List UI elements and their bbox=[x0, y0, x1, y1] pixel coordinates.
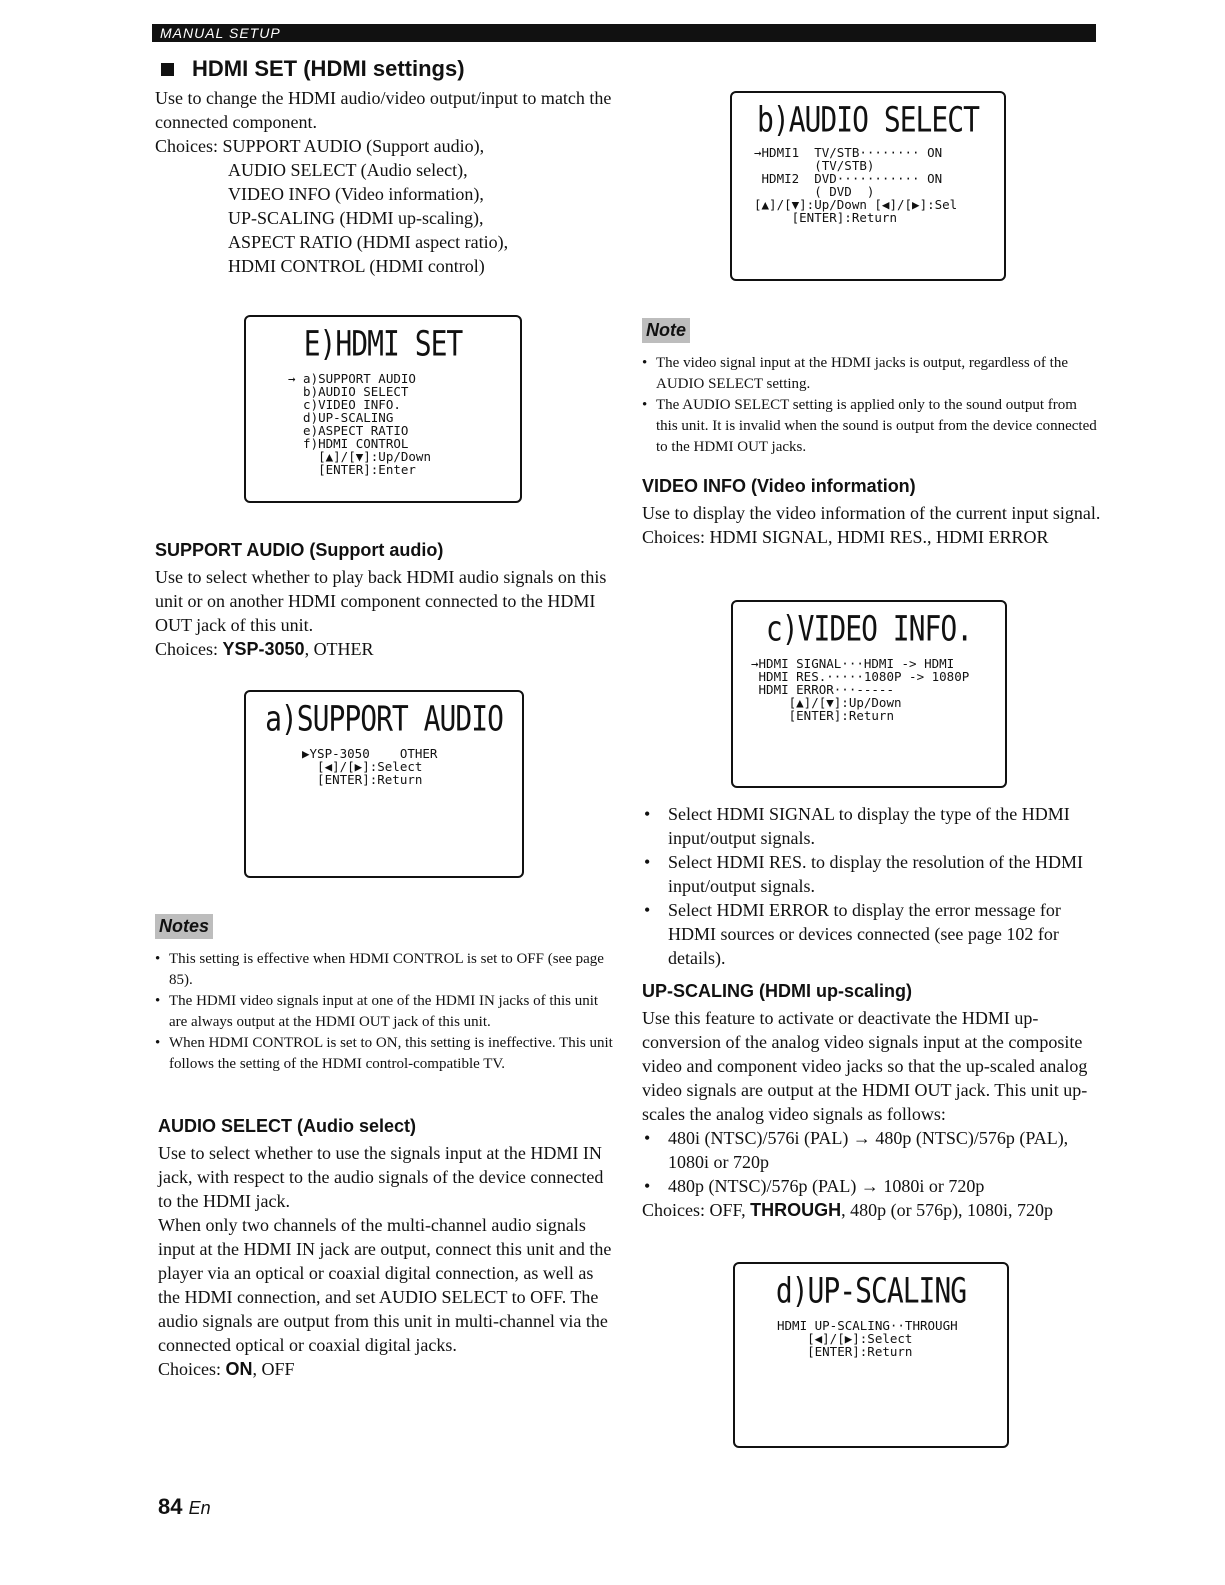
osd-line: [▲]/[▼]:Up/Down bbox=[288, 449, 431, 464]
osd-title: d)UP-SCALING bbox=[775, 1270, 967, 1312]
osd-line: [ENTER]:Return bbox=[302, 772, 423, 787]
other-choices: , OFF bbox=[252, 1359, 295, 1379]
choices-label: Choices: bbox=[158, 1359, 226, 1379]
hdmi-set-title: HDMI SET (HDMI settings) bbox=[192, 56, 465, 81]
up-scaling-choices bbox=[642, 1198, 1102, 1222]
osd-line: [▲]/[▼]:Up/Down [◀]/[▶]:Sel bbox=[754, 197, 958, 212]
support-audio-text: Use to select whether to play back HDMI audio signals on this unit or on another HDMI component connected to the HDMI OUT jack of this unit. bbox=[155, 567, 607, 635]
osd-line: ( DVD ) bbox=[754, 184, 875, 199]
audio-select-p1: Use to select whether to use the signals input at the HDMI IN jack, with respect to the audio signals of the device connected to the HDMI jack. bbox=[158, 1143, 604, 1211]
audio-select-choices bbox=[158, 1357, 616, 1381]
hdmi-set-choice-5: HDMI CONTROL (HDMI control) bbox=[228, 256, 485, 276]
hdmi-set-choices bbox=[155, 134, 615, 278]
osd-line: → a)SUPPORT AUDIO bbox=[288, 371, 416, 386]
osd-line: d)UP-SCALING bbox=[288, 410, 394, 425]
default-choice: ON bbox=[225, 1359, 253, 1379]
osd-line: HDMI2 DVD··········· ON bbox=[754, 171, 943, 186]
osd-line: ▶YSP-3050 OTHER bbox=[302, 746, 438, 761]
hdmi-set-choices-label: Choices: bbox=[155, 136, 218, 156]
osd-screen-audio-select bbox=[730, 91, 1006, 281]
page-language: En bbox=[188, 1498, 211, 1518]
osd-line: [◀]/[▶]:Select bbox=[302, 759, 423, 774]
osd-line: [ENTER]:Return bbox=[751, 708, 894, 723]
page-number bbox=[158, 1494, 211, 1520]
up-scaling-section bbox=[642, 981, 1102, 1222]
choices-label: Choices: OFF, bbox=[642, 1200, 751, 1220]
osd-line: [ENTER]:Return bbox=[754, 210, 897, 225]
note-item: • The AUDIO SELECT setting is applied only to the sound output from this unit. It is invalid when the sound is output from the device connected to the HDMI OUT jacks. bbox=[642, 395, 1102, 458]
hdmi-set-intro: Use to change the HDMI audio/video output/input to match the connected component. bbox=[155, 88, 612, 132]
osd-line: HDMI UP-SCALING··THROUGH bbox=[777, 1318, 958, 1333]
other-choices: , OTHER bbox=[304, 639, 374, 659]
video-info-text: Use to display the video information of the current input signal. bbox=[642, 503, 1101, 523]
notes-badge: Notes bbox=[155, 914, 213, 939]
osd-line: [▲]/[▼]:Up/Down bbox=[751, 695, 902, 710]
section-header-bar bbox=[152, 24, 1096, 42]
bullet-item: • Select HDMI ERROR to display the error message for HDMI sources or devices connected (see page 102 for details). bbox=[642, 898, 1102, 970]
support-audio-choices bbox=[155, 637, 615, 661]
default-choice: YSP-3050 bbox=[222, 639, 305, 659]
default-choice: THROUGH bbox=[750, 1200, 842, 1220]
up-scaling-heading: UP-SCALING (HDMI up-scaling) bbox=[642, 981, 912, 1001]
note-item: • When HDMI CONTROL is set to ON, this setting is ineffective. This unit follows the setting of the HDMI control-compatible TV. bbox=[155, 1033, 615, 1075]
other-choices: , 480p (or 576p), 1080i, 720p bbox=[841, 1200, 1054, 1220]
bullet-item: • Select HDMI SIGNAL to display the type of the HDMI input/output signals. bbox=[642, 802, 1102, 850]
osd-line: e)ASPECT RATIO bbox=[288, 423, 409, 438]
osd-line: f)HDMI CONTROL bbox=[288, 436, 409, 451]
audio-select-p2: When only two channels of the multi-channel audio signals input at the HDMI IN jack are output, connect this unit and the player via an optical or coaxial digital connection, as well as the HDMI connection, and set AUDIO SELECT to OFF. The audio signals are output from this unit in multi-channel via the connected optical or coaxial digital jacks. bbox=[158, 1215, 612, 1355]
square-bullet-icon bbox=[161, 63, 174, 76]
hdmi-set-heading bbox=[155, 56, 615, 82]
video-info-bullets bbox=[642, 802, 1102, 970]
hdmi-set-choice-1: AUDIO SELECT (Audio select), bbox=[228, 160, 468, 180]
video-info-section bbox=[642, 476, 1102, 549]
video-info-choices: Choices: HDMI SIGNAL, HDMI RES., HDMI ERROR bbox=[642, 527, 1049, 547]
audio-select-section bbox=[158, 1116, 616, 1381]
hdmi-set-choice-2: VIDEO INFO (Video information), bbox=[228, 184, 484, 204]
hdmi-set-choice-0: SUPPORT AUDIO (Support audio), bbox=[222, 136, 485, 156]
note-badge: Note bbox=[642, 318, 690, 343]
osd-title: b)AUDIO SELECT bbox=[756, 99, 979, 141]
section-header-label: MANUAL SETUP bbox=[160, 25, 281, 41]
bullet-item: • Select HDMI RES. to display the resolution of the HDMI input/output signals. bbox=[642, 850, 1102, 898]
osd-line: (TV/STB) bbox=[754, 158, 875, 173]
osd-line: [ENTER]:Enter bbox=[288, 462, 416, 477]
osd-screen-up-scaling bbox=[733, 1262, 1009, 1448]
note-item: • The HDMI video signals input at one of the HDMI IN jacks of this unit are always output at the HDMI OUT jack of this unit. bbox=[155, 991, 615, 1033]
osd-line: HDMI RES.·····1080P -> 1080P bbox=[751, 669, 970, 684]
osd-title: E)HDMI SET bbox=[303, 323, 463, 365]
osd-screen-video-info bbox=[731, 600, 1007, 788]
hdmi-set-choice-3: UP-SCALING (HDMI up-scaling), bbox=[228, 208, 484, 228]
bullet-item: • 480p (NTSC)/576p (PAL) → 1080i or 720p bbox=[642, 1174, 1102, 1198]
osd-line: →HDMI1 TV/STB········ ON bbox=[754, 145, 943, 160]
osd-line: →HDMI SIGNAL···HDMI -> HDMI bbox=[751, 656, 955, 671]
note-right bbox=[642, 318, 1102, 458]
support-audio-heading: SUPPORT AUDIO (Support audio) bbox=[155, 540, 444, 560]
osd-line: b)AUDIO SELECT bbox=[288, 384, 409, 399]
support-audio-section bbox=[155, 540, 615, 661]
hdmi-set-choice-4: ASPECT RATIO (HDMI aspect ratio), bbox=[228, 232, 509, 252]
osd-line: c)VIDEO INFO. bbox=[288, 397, 401, 412]
notes-left bbox=[155, 914, 615, 1075]
osd-screen-hdmi-set bbox=[244, 315, 522, 503]
up-scaling-text: Use this feature to activate or deactivate the HDMI up-conversion of the analog video signals input at the composite video and component video jacks so that the up-scaled analog video signals are output at the HDMI OUT jack. This unit up-scales the analog video signals as follows: bbox=[642, 1008, 1088, 1124]
osd-line: HDMI ERROR···----- bbox=[751, 682, 894, 697]
note-item: • This setting is effective when HDMI CONTROL is set to OFF (see page 85). bbox=[155, 949, 615, 991]
audio-select-heading: AUDIO SELECT (Audio select) bbox=[158, 1116, 417, 1136]
osd-title: c)VIDEO INFO. bbox=[765, 608, 973, 650]
osd-screen-support-audio bbox=[244, 690, 524, 878]
choices-label: Choices: bbox=[155, 639, 223, 659]
bullet-item: • 480i (NTSC)/576i (PAL) → 480p (NTSC)/576p (PAL), 1080i or 720p bbox=[642, 1126, 1102, 1174]
left-column bbox=[155, 56, 615, 278]
page-number-value: 84 bbox=[158, 1494, 183, 1519]
osd-line: [ENTER]:Return bbox=[777, 1344, 913, 1359]
osd-line: [◀]/[▶]:Select bbox=[777, 1331, 913, 1346]
video-info-heading: VIDEO INFO (Video information) bbox=[642, 476, 916, 496]
note-item: • The video signal input at the HDMI jacks is output, regardless of the AUDIO SELECT setting. bbox=[642, 353, 1102, 395]
osd-title: a)SUPPORT AUDIO bbox=[265, 698, 503, 740]
